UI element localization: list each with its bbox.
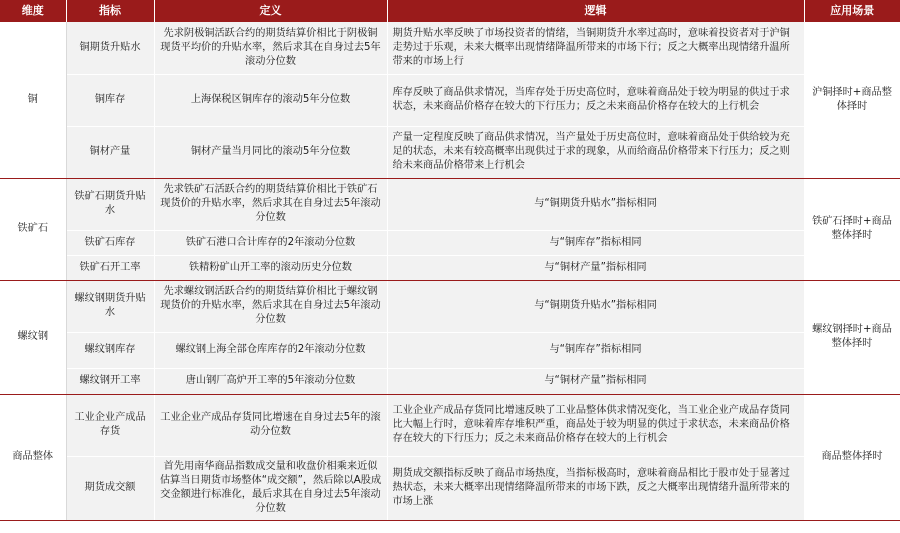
table-row: [0, 74, 900, 126]
dimension-cell: 螺纹钢: [0, 280, 66, 394]
table-row: [0, 394, 900, 456]
definition-cell: 先求螺纹钢活跃合约的期货结算价相比于螺纹钢现货价的升贴水率，然后求其在自身过去5年滚动分位数: [154, 280, 387, 332]
dimension-cell: 铁矿石: [0, 178, 66, 280]
indicator-cell: 铜材产量: [66, 126, 154, 178]
indicator-cell: 螺纹钢库存: [66, 332, 154, 368]
scene-cell: 商品整体择时: [804, 394, 900, 520]
indicator-cell: 螺纹钢开工率: [66, 368, 154, 394]
definition-cell: 先求阴极铜活跃合约的期货结算价相比于阴极铜现货平均价的升贴水率，然后求其在自身过去5年滚动分位数: [154, 22, 387, 74]
table-row: [0, 230, 900, 255]
indicator-cell: 铁矿石库存: [66, 230, 154, 255]
dimension-cell: 商品整体: [0, 394, 66, 520]
header-definition: 定义: [154, 0, 387, 22]
table-header-row: [0, 0, 900, 22]
header-indicator: 指标: [66, 0, 154, 22]
logic-cell: 与“铜期货升贴水”指标相同: [387, 280, 804, 332]
definition-cell: 上海保税区铜库存的滚动5年分位数: [154, 74, 387, 126]
table-row: [0, 178, 900, 230]
table-row: [0, 456, 900, 520]
logic-cell: 与“铜库存”指标相同: [387, 332, 804, 368]
indicator-cell: 工业企业产成品存货: [66, 394, 154, 456]
logic-cell: 期货成交额指标反映了商品市场热度，当指标极高时，意味着商品相比于股市处于显著过热状态，未来大概率出现情绪降温所带来的市场下跌，反之大概率出现情绪升温所带来的市场上涨: [387, 456, 804, 520]
definition-cell: 铁矿石港口合计库存的2年滚动分位数: [154, 230, 387, 255]
table-row: [0, 332, 900, 368]
logic-cell: 库存反映了商品供求情况，当库存处于历史高位时，意味着商品处于较为明显的供过于求状态，未来商品价格存在较大的下行压力；反之未来商品价格存在较大的上行机会: [387, 74, 804, 126]
table-row: [0, 280, 900, 332]
logic-cell: 与“铜期货升贴水”指标相同: [387, 178, 804, 230]
dimension-cell: 铜: [0, 22, 66, 178]
definition-cell: 唐山钢厂高炉开工率的5年滚动分位数: [154, 368, 387, 394]
header-dimension: 维度: [0, 0, 66, 22]
logic-cell: 期货升贴水率反映了市场投资者的情绪，当铜期货升水率过高时，意味着投资者对于沪铜走势过于乐观，未来大概率出现情绪降温所带来的市场下行；反之大概率出现情绪升温所带来的市场上行: [387, 22, 804, 74]
indicator-cell: 铜期货升贴水: [66, 22, 154, 74]
indicator-cell: 铜库存: [66, 74, 154, 126]
logic-cell: 工业企业产成品存货同比增速反映了工业品整体供求情况变化，当工业企业产成品存货同比大幅上行时，意味着库存堆积严重，商品处于较为明显的供过于求状态，未来商品价格存在较大的下行压力；反之未来商品价格存在较大的上行机会: [387, 394, 804, 456]
logic-cell: 与“铜材产量”指标相同: [387, 368, 804, 394]
logic-cell: 与“铜库存”指标相同: [387, 230, 804, 255]
header-logic: 逻辑: [387, 0, 804, 22]
definition-cell: 先求铁矿石活跃合约的期货结算价相比于铁矿石现货价的升贴水率，然后求其在自身过去5年滚动分位数: [154, 178, 387, 230]
indicator-cell: 螺纹钢期货升贴水: [66, 280, 154, 332]
indicator-cell: 铁矿石期货升贴水: [66, 178, 154, 230]
indicator-cell: 期货成交额: [66, 456, 154, 520]
header-scene: 应用场景: [804, 0, 900, 22]
table-row: [0, 126, 900, 178]
logic-cell: 产量一定程度反映了商品供求情况，当产量处于历史高位时，意味着商品处于供给较为充足的状态，未来有较高概率出现供过于求的现象，从而给商品价格带来下行压力；反之则给未来商品价格带来上行机会: [387, 126, 804, 178]
scene-cell: 螺纹钢择时+商品整体择时: [804, 280, 900, 394]
table-row: [0, 368, 900, 394]
table-row: [0, 255, 900, 280]
definition-cell: 工业企业产成品存货同比增速在自身过去5年的滚动分位数: [154, 394, 387, 456]
scene-cell: 沪铜择时+商品整体择时: [804, 22, 900, 178]
definition-cell: 螺纹钢上海全部仓库库存的2年滚动分位数: [154, 332, 387, 368]
definition-cell: 铜材产量当月同比的滚动5年分位数: [154, 126, 387, 178]
scene-cell: 铁矿石择时+商品整体择时: [804, 178, 900, 280]
logic-cell: 与“铜材产量”指标相同: [387, 255, 804, 280]
indicator-cell: 铁矿石开工率: [66, 255, 154, 280]
definition-cell: 首先用南华商品指数成交量和收盘价相乘来近似估算当日期货市场整体“成交额”，然后除以A股成交金额进行标准化，最后求其在自身过去5年滚动分位数: [154, 456, 387, 520]
table-row: [0, 22, 900, 74]
definition-cell: 铁精粉矿山开工率的滚动历史分位数: [154, 255, 387, 280]
